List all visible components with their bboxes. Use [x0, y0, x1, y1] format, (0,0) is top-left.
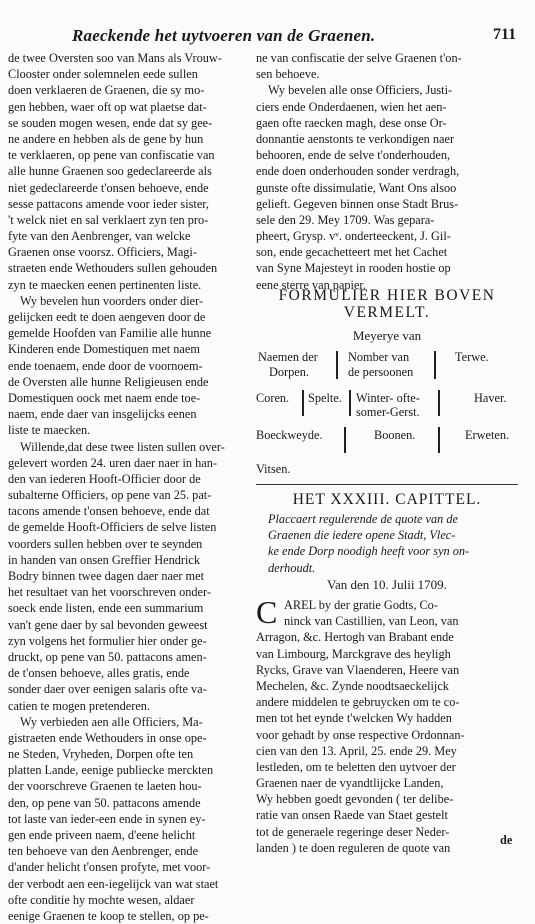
text-line: fyte van den Aenbrenger, van welcke: [8, 229, 191, 244]
text-line: Kinderen ende Domestiquen met naem: [8, 342, 200, 357]
text-line: Arragon, &c. Hertogh van Brabant ende: [256, 630, 454, 645]
form-cell-boonen: Boonen.: [374, 428, 416, 442]
text-line: Domestiquen oock met naem ende toe-: [8, 390, 201, 405]
form-divider: [434, 351, 436, 379]
form-cell-winter: Winter- ofte-: [356, 391, 420, 405]
text-line: druckt, op pene van 50. pattacons amen-: [8, 649, 207, 664]
text-line: van Limbourg, Marckgrave des heyligh: [256, 646, 451, 661]
form-divider: [336, 351, 338, 379]
text-line: alle hunne Graenen soo gedeclareerde als: [8, 164, 212, 179]
text-line: se souden mogen wesen, ende dat sy gee-: [8, 115, 213, 130]
form-cell-haver: Haver.: [474, 391, 507, 405]
text-line: gelevert worden 24. uren daer naer in han-: [8, 455, 217, 470]
form-cell-nomber: Nomber van: [348, 350, 410, 364]
text-line: behooren, ende de selve t'onderhouden,: [256, 148, 451, 163]
text-line: Rycks, Grave van Vlaenderen, Heere van: [256, 662, 460, 677]
form-divider: [438, 427, 440, 453]
text-line: ofte conditie hy mochte wesen, aldaer: [8, 892, 195, 907]
text-line: gemelde Hoofden van Familie alle hunne: [8, 326, 212, 341]
text-line: ciers ende Onderdaenen, wien het aen-: [256, 99, 447, 114]
summary-line: ke ende Dorp noodigh heeft voor syn on-: [268, 544, 470, 559]
text-line: van Syne Majesteyt in rooden hostie op: [256, 261, 451, 276]
text-line: tot laste van ieder-een ende in synen ey-: [8, 811, 206, 826]
text-line: ne van confiscatie der selve Graenen t'on-: [256, 51, 462, 65]
text-line: den, op pene van 50. pattacons amende: [8, 795, 201, 810]
text-line: het resultaet van het voorschreven onder-: [8, 585, 211, 600]
section-rule: [256, 484, 518, 485]
text-line: zyn te maecken eenen pertinenten liste.: [8, 277, 202, 292]
form-cell-persoonen: de persoonen: [348, 365, 414, 379]
text-line: Wy bevelen alle onse Officiers, Justi-: [268, 83, 453, 98]
text-line: den van iederen Hooft-Officier door de: [8, 471, 201, 486]
text-line: son, ende gecachetteert met het Cachet: [256, 245, 448, 260]
form-cell-coren: Coren.: [256, 391, 290, 405]
text-line: Willende,dat dese twee listen sullen over-: [20, 439, 225, 454]
drop-cap: C: [256, 594, 278, 630]
text-line: AREL by der gratie Godts, Co-: [284, 598, 438, 612]
text-line: ende doen onderhouden sonder verdragh,: [256, 164, 460, 179]
text-line: van't gene daer by sal bevonden geweest: [8, 617, 208, 632]
text-line: Wy bevelen hun voorders onder dier-: [20, 293, 204, 308]
page-number: 711: [493, 26, 517, 43]
text-line: tot de generaele regeringe deser Neder-: [256, 824, 450, 839]
text-line: tacons amende t'onsen behoeve, ende dat: [8, 504, 210, 519]
right-column: [256, 50, 518, 293]
chapter-date: Van den 10. Julii 1709.: [327, 577, 447, 592]
summary-line: Graenen die iedere opene Stadt, Vlec-: [268, 528, 456, 543]
text-line: ten behoeve van den Aenbrenger, ende: [8, 844, 199, 859]
text-line: gen ende priveen naem, d'eene helicht: [8, 828, 196, 842]
form-cell-dorpen: Dorpen.: [269, 365, 309, 379]
text-line: in handen van onsen Greffier Hendrick: [8, 552, 201, 567]
text-line: ne Steden, Vryheden, Dorpen ofte ten: [8, 747, 194, 762]
text-line: gelieft. Gegeven binnen onse Stadt Brus-: [256, 196, 459, 211]
text-line: doen verklaeren de Graenen, die sy mo-: [8, 83, 205, 98]
text-line: ende toenaem, ende door de voornoem-: [8, 358, 203, 373]
chapter-title: HET XXXIII. CAPITTEL.: [292, 491, 482, 508]
text-line: 't welck niet en sal verklaert zyn ten pro-: [8, 212, 209, 227]
text-line: landen ) te doen reguleren de quote van: [256, 840, 451, 855]
text-line: donnantie aenstonts te verkondigen naer: [256, 131, 455, 146]
form-cell-terwe: Terwe.: [455, 350, 489, 364]
text-line: zyn volgens het formulier hier onder ge-: [8, 633, 207, 648]
formulier-title-line2: VERMELT.: [343, 304, 431, 321]
text-line: de t'onsen behoeve, alles gratis, ende: [8, 666, 190, 681]
text-line: Mechelen, &c. Zynde noodtsaeckelijck: [256, 678, 449, 693]
text-line: sonder daer over eenigen salaris ofte va-: [8, 682, 207, 697]
form-cell-vitsen: Vitsen.: [256, 462, 291, 476]
form-cell-naemen: Naemen der: [258, 350, 318, 364]
text-line: voor gehadt by onse respective Ordonnan-: [256, 727, 465, 742]
text-line: Clooster onder solemnelen eede sullen: [8, 67, 198, 82]
text-line: niet gedeclareerde t'onsen behoeve, ende: [8, 180, 209, 195]
text-line: eenige Graenen te koop te stellen, op pe-: [8, 908, 209, 923]
form-cell-boeckweyde: Boeckweyde.: [256, 428, 323, 442]
text-line: de gemelde Hooft-Officiers de selve listen: [8, 520, 217, 535]
running-head: [0, 26, 535, 48]
text-line: Graenen onse voorsz. Officiers, Magi-: [8, 245, 197, 260]
form-cell-erweten: Erweten.: [465, 428, 510, 442]
text-line: eene sterre van papier.: [256, 277, 366, 292]
text-line: Graenen naer de vyandtlijcke Landen,: [256, 776, 444, 791]
text-line: cien van den 13. April, 25. ende 29. Mey: [256, 743, 457, 758]
text-line: Wy hebben goedt gevonden ( ter delibe-: [256, 792, 454, 807]
left-column: [8, 50, 252, 924]
text-line: naem, ende daer van insgelijcks eenen: [8, 407, 197, 422]
catchword: de: [500, 833, 513, 847]
text-line: de twee Oversten soo van Mans als Vrouw-: [8, 51, 222, 65]
text-line: d'ander helicht t'onsen profyte, met voor-: [8, 860, 211, 875]
text-line: subalterne Officiers, op pene van 25. pat-: [8, 488, 212, 503]
text-line: pheert, Grysp. vᵛ. onderteeckent, J. Gil-: [256, 229, 451, 244]
form-cell-spelte: Spelte.: [308, 391, 342, 405]
text-line: soeck ende listen, ende een summarium: [8, 601, 204, 616]
text-line: gunste ofte dissimulatie, Want Ons alsoo: [256, 180, 457, 195]
text-line: lestleden, om te beletten den uytvoer der: [256, 759, 456, 774]
formulier-meyerye: Meyerye van: [352, 328, 422, 343]
chapter-body: [256, 594, 518, 856]
form-divider: [302, 390, 304, 416]
text-line: gaen ofte raecken magh, dese onse Or-: [256, 115, 447, 130]
form-divider: [344, 427, 346, 453]
form-cell-gerst: somer-Gerst.: [356, 405, 420, 419]
text-line: sele den 29. Mey 1709. Was gepara-: [256, 212, 435, 227]
text-line: Bodry binnen twee dagen daer naer met: [8, 569, 204, 583]
text-line: gelijcken eedt te doen aengeven door de: [8, 310, 206, 324]
text-line: men tot het eynde t'welcken Wy hadden: [256, 711, 452, 726]
form-divider: [349, 390, 351, 416]
text-line: catien te mogen pretenderen.: [8, 698, 151, 713]
text-line: sen behoeve.: [256, 67, 320, 82]
text-line: sesse pattacons amende voor ieder sister,: [8, 196, 209, 211]
form-divider: [438, 390, 440, 416]
text-line: straeten ende Wethouders sullen gehouden: [8, 261, 218, 276]
text-line: ne andere en hebben als de gene by hun: [8, 131, 204, 146]
formulier-title-line1: FORMULIER HIER BOVEN: [278, 287, 496, 304]
chapter-summary: [262, 511, 517, 576]
text-line: Wy verbieden aen alle Officiers, Ma-: [20, 714, 203, 729]
text-line: te verklaeren, op pene van confiscatie van: [8, 148, 215, 163]
text-line: platten Lande, eenige publiecke merckten: [8, 763, 214, 778]
text-line: gistraeten ende Wethouders in onse ope-: [8, 730, 207, 745]
text-line: ratie van onsen Raede van Staet gestelt: [256, 808, 448, 823]
text-line: gen hebben, waer oft op wat plaetse dat-: [8, 99, 207, 114]
text-line: der verbodt aen een-iegelijck van wat staet: [8, 876, 219, 891]
text-line: voorders sullen hebben over te seynden: [8, 536, 203, 551]
summary-line: derhoudt.: [268, 560, 316, 575]
summary-line: Placcaert regulerende de quote van de: [268, 512, 458, 526]
text-line: der voorschreve Graenen te laeten hou-: [8, 779, 202, 794]
text-line: de Oversten alle hunne Religieusen ende: [8, 374, 209, 389]
text-line: andere middelen te gebruycken om te co-: [256, 695, 460, 710]
running-title: Raeckende het uytvoeren van de Graenen.: [72, 26, 376, 45]
text-line: liste te maecken.: [8, 423, 91, 438]
formulier-title: [256, 287, 518, 321]
text-line: ninck van Castillien, van Leon, van: [284, 614, 459, 629]
